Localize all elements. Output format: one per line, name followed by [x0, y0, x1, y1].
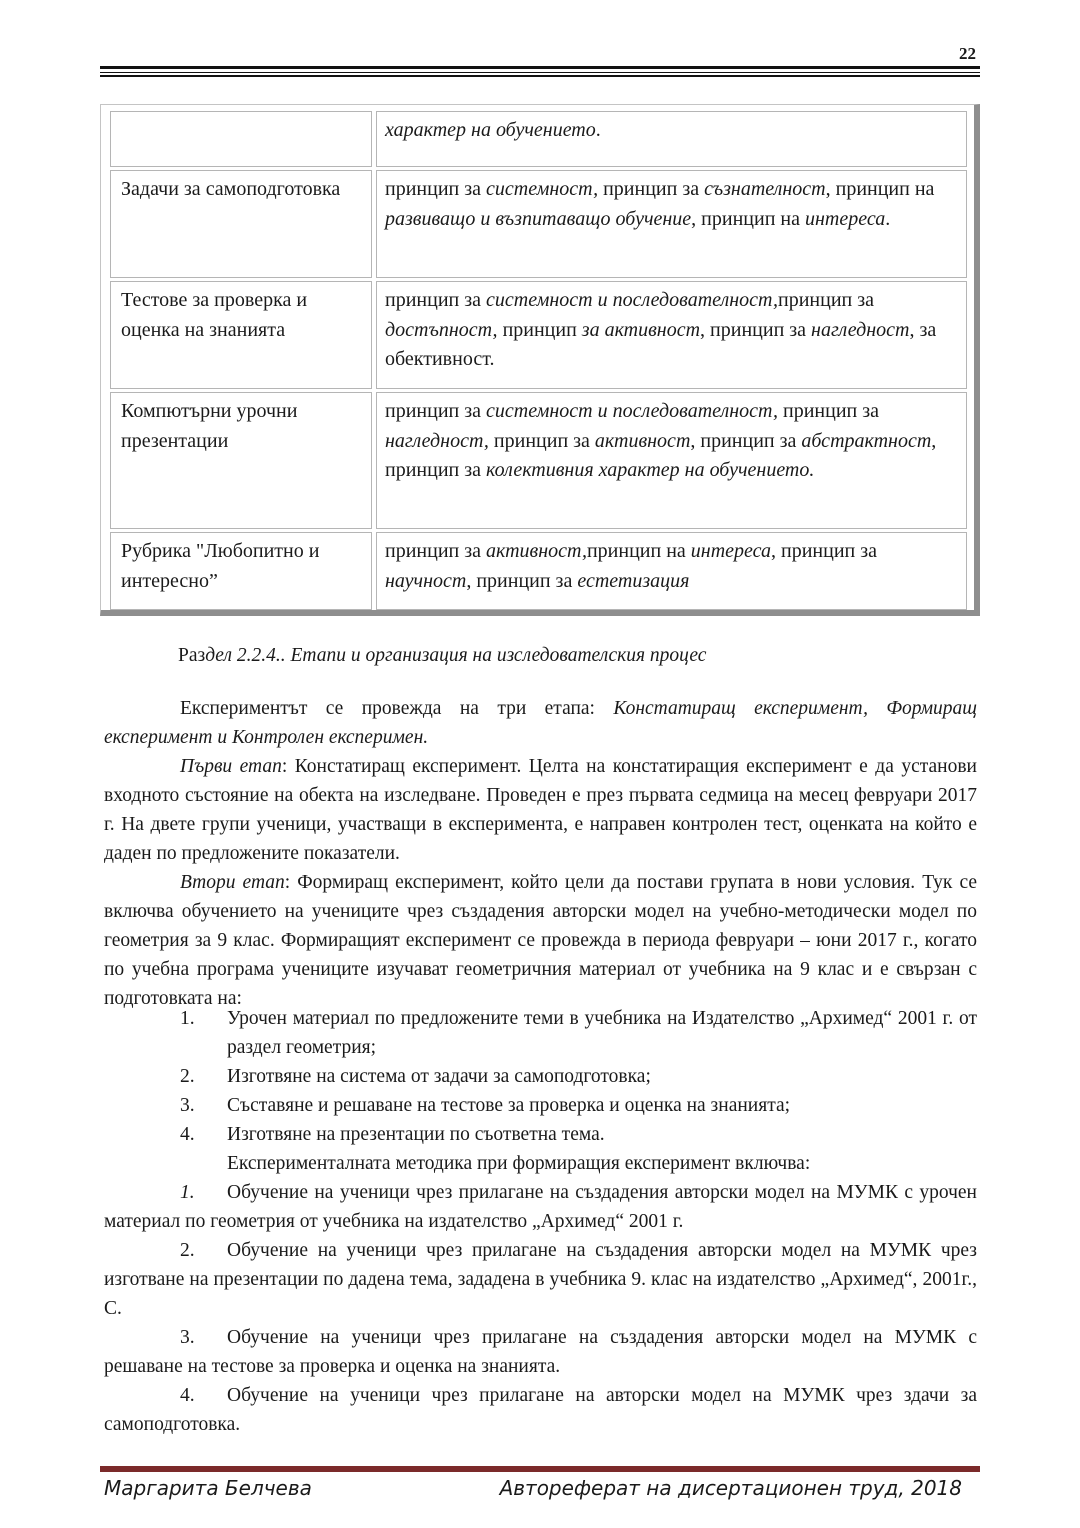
- paragraph-second-stage: [104, 868, 977, 1013]
- list-item-number: 2.: [180, 1066, 195, 1087]
- footer-author: Маргарита Белчева: [104, 1476, 312, 1500]
- paragraph-text: Експериментът се провежда на три етапа:: [180, 698, 614, 719]
- section-title: [178, 645, 706, 667]
- method-item: [104, 1236, 977, 1323]
- paragraph-text: : Констатиращ експеримент. Целта на констатиращия експеримент е да установи входното състояние на обекта на изследване. Проведен е през първата седмица на месец февруари 2017 г. На двете групи ученици, участващи в експеримента, е направен контролен тест, оценката на който е даден по предложените показатели.: [104, 756, 977, 864]
- page-number: 22: [959, 44, 976, 63]
- list-item-number: 4.: [180, 1124, 195, 1145]
- method-item-number: 4.: [180, 1385, 195, 1406]
- table-cell-principles: принцип за системност, принцип за съзнателност, принцип на развиващо и възпитаващо обучение, принцип на интереса.: [376, 170, 967, 278]
- table-cell-resource: Тестове за проверка и оценка на знанията: [110, 281, 372, 389]
- method-item-text: Обучение на ученици чрез прилагане на създадения авторски модел на МУМК с решаване на тестове за проверка и оценка на знанията.: [104, 1327, 977, 1377]
- table-cell-principles: характер на обучението.: [376, 111, 967, 167]
- header-rule: [100, 66, 980, 78]
- table-cell-principles: принцип за системност и последователност, принцип за нагледност, принцип за активност, принцип за абстрактност, принцип за колективния характер на обучението.: [376, 392, 967, 529]
- section-title-text: дел 2.2.4.. Етапи и организация на изследователския процес: [205, 645, 707, 666]
- method-item: [104, 1178, 977, 1236]
- table-cell-principles: принцип за системност и последователност,принцип за достъпност, принцип за активност, принцип за нагледност, за обективност.: [376, 281, 967, 389]
- paragraph-first-stage: [104, 752, 977, 868]
- paragraph-experiment-stages: [104, 694, 977, 752]
- list-item-text: Урочен материал по предложените теми в учебника на Издателство „Архимед“ 2001 г. от раздел геометрия;: [227, 1008, 977, 1058]
- list-item-number: 1.: [180, 1008, 195, 1029]
- method-intro-text: Експерименталната методика при формиращия експеримент включва:: [227, 1153, 811, 1174]
- footer-title: Автореферат на дисертационен труд, 2018: [499, 1476, 962, 1500]
- list-item-text: Изготвяне на презентации по съответна тема.: [227, 1124, 605, 1145]
- paragraph-italic: Втори етап: [180, 872, 285, 893]
- table-row: [110, 170, 967, 278]
- method-item-text: Обучение на ученици чрез прилагане на авторски модел на МУМК чрез здачи за самоподготовка.: [104, 1385, 977, 1435]
- principles-table-frame: [100, 104, 980, 616]
- table-cell-resource: Задачи за самоподготовка: [110, 170, 372, 278]
- list-item-text: Съставяне и решаване на тестове за проверка и оценка на знанията;: [227, 1095, 791, 1116]
- footer-rule: [100, 1466, 980, 1472]
- paragraph-text: : Формиращ експеримент, който цели да постави групата в нови условия. Тук се включва обучението на учениците чрез създадения авторски модел на учебно-методически модел по геометрия за 9 клас. Формиращият експеримент се провежда в периода февруари – юни 2017 г., когато по учебна програма учениците изучават геометричния материал от учебника на 9 клас и е свързан с подготовката на:: [104, 872, 977, 1009]
- body-text: [104, 694, 977, 1013]
- method-item-number: 1.: [180, 1182, 195, 1203]
- table-cell-resource: Компютърни урочни презентации: [110, 392, 372, 529]
- table-row: [110, 392, 967, 529]
- paragraph-italic: Констатиращ експеримент, Формиращ експеримент и Контролен експеримен.: [104, 698, 977, 748]
- method-item-number: 3.: [180, 1327, 195, 1348]
- method-item: [104, 1323, 977, 1381]
- method-item-number: 2.: [180, 1240, 195, 1261]
- table-cell-resource: [110, 111, 372, 167]
- method-item: [104, 1381, 977, 1439]
- section-title-prefix: Раз: [178, 645, 206, 666]
- table-row: [110, 111, 967, 167]
- table-cell-resource: Рубрика "Любопитно и интересно”: [110, 532, 372, 610]
- table-row: [110, 281, 967, 389]
- preparation-list: [104, 1004, 977, 1204]
- method-item-text: Обучение на ученици чрез прилагане на създадения авторски модел на МУМК с урочен материал по геометрия от учебника на издателство „Архимед“ 2001 г.: [104, 1182, 977, 1232]
- method-item-text: Обучение на ученици чрез прилагане на създадения авторски модел на МУМК чрез изготване на презентации по дадена тема, зададена в учебника 9. клас на издателство „Архимед“, 2001г., С.: [104, 1240, 977, 1319]
- table-row: [110, 532, 967, 610]
- paragraph-italic: Първи етап: [180, 756, 282, 777]
- method-list: [104, 1178, 977, 1439]
- table-cell-principles: принцип за активност,принцип на интереса, принцип за научност, принцип за естетизация: [376, 532, 967, 610]
- list-item-text: Изготвяне на система от задачи за самоподготовка;: [227, 1066, 651, 1087]
- list-item-number: 3.: [180, 1095, 195, 1116]
- principles-table: [106, 108, 971, 613]
